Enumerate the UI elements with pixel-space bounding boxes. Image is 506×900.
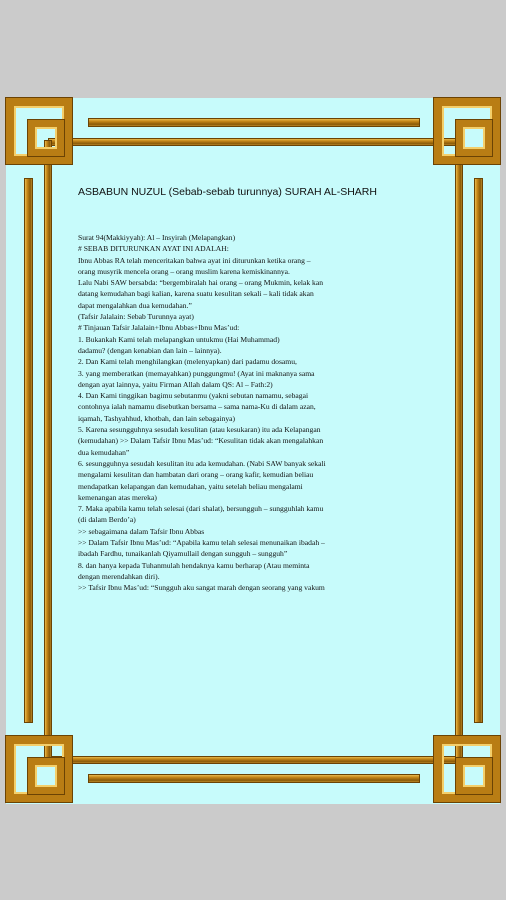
document-line: dengan merendahkan diri).: [78, 571, 160, 581]
frame-right-outer-bar: [474, 178, 483, 723]
document-line: datang kemudahan bagi kalian, karena suatu kesulitan sekali – kali tidak akan: [78, 289, 314, 299]
frame-top-inner-bar: [48, 138, 458, 146]
frame-corner-bottom-right: [434, 736, 500, 802]
document-line: >> sebagaimana dalam Tafsir Ibnu Abbas: [78, 526, 205, 536]
document-line: 4. Dan Kami tinggikan bagimu sebutanmu (yakni sebutan namamu, sebagai: [78, 391, 309, 401]
document-line: contohnya ialah namamu disebutkan bersama – sama nama-Ku di dalam azan,: [78, 402, 316, 412]
frame-bottom-outer-bar: [88, 774, 420, 783]
document-line: mendapatkan kelapangan dan kemudahan, yaitu setelah beliau mengalami: [78, 481, 303, 491]
document-line: 5. Karena sesungguhnya sesudah kesulitan (atau kesukaran) itu ada Kelapangan: [78, 425, 321, 435]
document-line: 6. sesungguhnya sesudah kesulitan itu ada kemudahan. (Nabi SAW banyak sekali: [78, 458, 326, 468]
frame-corner-top-right: [434, 98, 500, 164]
document-line: Ibnu Abbas RA telah menceritakan bahwa ayat ini diturunkan ketika orang –: [78, 255, 311, 265]
document-body: [78, 232, 428, 594]
document-line: 1. Bukankah Kami telah melapangkan untukmu (Hai Muhammad): [78, 334, 280, 344]
document-line: 7. Maka apabila kamu telah selesai (dari shalat), bersungguh – sungguhlah kamu: [78, 504, 324, 514]
document-line: ibadah Fardhu, tunaikanlah Qiyamullail dengan sungguh – sungguh”: [78, 549, 288, 559]
document-line: >> Tafsir Ibnu Mas’ud: “Sungguh aku sangat marah dengan seorang yang vakum: [78, 583, 325, 593]
document-title: ASBABUN NUZUL (Sebab-sebab turunnya) SURAH AL-SHARH: [78, 186, 377, 198]
document-line: dua kemudahan”: [78, 447, 130, 457]
document-line: 2. Dan Kami telah menghilangkan (melenyapkan) dari padamu dosamu,: [78, 357, 297, 367]
frame-left-inner-bar: [44, 140, 52, 760]
document-line: dapat mengalahkan dua kemudahan.”: [78, 300, 192, 310]
document-line: (Tafsir Jalalain: Sebab Turunnya ayat): [78, 312, 194, 322]
document-line: >> Dalam Tafsir Ibnu Mas’ud: “Apabila kamu telah selesai menunaikan ibadah –: [78, 538, 325, 548]
frame-top-outer-bar: [88, 118, 420, 127]
document-line: iqamah, Tashyahhud, khotbah, dan lain sebagainya): [78, 413, 236, 423]
document-line: orang musyrik mencela orang – orang muslim karena kemiskinannya.: [78, 266, 290, 276]
frame-bottom-inner-bar: [48, 756, 458, 764]
document-line: dadamu? (dengan kenabian dan lain – lainnya).: [78, 345, 222, 355]
frame-corner-top-left: [6, 98, 72, 164]
document-line: Lalu Nabi SAW bersabda: “bergembiralah hai orang – orang Mukmin, kelak kan: [78, 278, 323, 288]
frame-left-outer-bar: [24, 178, 33, 723]
document-line: # SEBAB DITURUNKAN AYAT INI ADALAH:: [78, 244, 229, 254]
document-line: # Tinjauan Tafsir Jalalain+Ibnu Abbas+Ibnu Mas’ud:: [78, 323, 240, 333]
document-line: kemenangan atas mereka): [78, 492, 157, 502]
document-line: 3. yang memberatkan (memayahkan) punggungmu! (Ayat ini maknanya sama: [78, 368, 315, 378]
frame-right-inner-bar: [455, 140, 463, 760]
document-line: dengan ayat lainnya, yaitu Firman Allah dalam QS: Al – Fath:2): [78, 379, 273, 389]
frame-corner-bottom-left: [6, 736, 72, 802]
document-line: Surat 94(Makkiyyah): Al – Insyirah (Melapangkan): [78, 233, 236, 242]
document-line: 8. dan hanya kepada Tuhanmulah hendaknya kamu berharap (Atau meminta: [78, 560, 310, 570]
document-content: [78, 186, 428, 594]
document-line: (di dalam Berdo’a): [78, 515, 136, 525]
document-line: (kemudahan) >> Dalam Tafsir Ibnu Mas’ud: “Kesulitan tidak akan mengalahkan: [78, 436, 324, 446]
document-line: mengalami kesulitan dan hambatan dari orang – orang kafir, kemudian beliau: [78, 470, 314, 480]
